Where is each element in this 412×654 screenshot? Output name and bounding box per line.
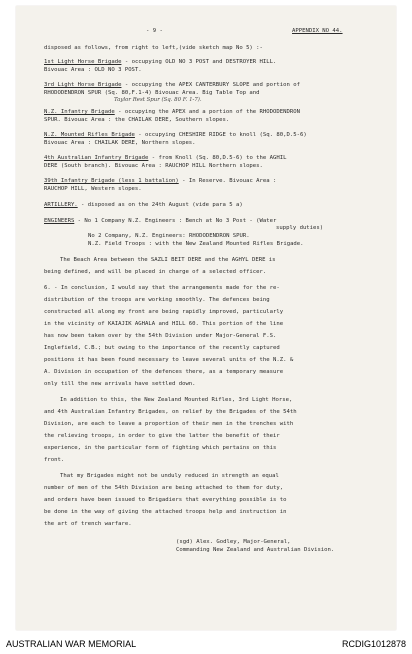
artillery-line [44, 202, 243, 209]
disposition-3-bivouac: SPUR. Bivouac Area : the CHAILAK DERE, Southern slopes. [44, 117, 230, 123]
beach-line-2: being defined, and will be placed in charge of a selected officer. [44, 269, 267, 275]
footer-institution: AUSTRALIAN WAR MEMORIAL [6, 639, 137, 649]
last-para-line: the art of trench warfare. [44, 521, 132, 527]
para6-line: 6. - In conclusion, I would say that the arrangements made for the re- [44, 285, 280, 291]
beach-line-1: The Beach Area between the SAZLI BEIT DERE and the AGHYL DERE is [60, 257, 276, 263]
disposition-4-bivouac: Bivouac Area : CHAILAK DERE, Northern slopes. [44, 140, 196, 146]
disposition-2-line2: RHODODENDRON SPUR (Sq. 80,F.1-4) Bivouac Area. Big Table Top and [44, 90, 260, 96]
disposition-3 [44, 109, 300, 116]
disposition-2 [44, 82, 300, 89]
signature-line-1: (sgd) Alex. Godley, Major-General, [176, 539, 291, 545]
signature-line-2: Commanding New Zealand and Australian Division. [176, 547, 335, 553]
artillery-text: - disposed as on the 24th August (vide para 5 a) [77, 202, 243, 208]
footer-record-id: RCDIG1012878 [341, 639, 406, 649]
engineers-label: ENGINEERS [44, 218, 75, 224]
addition-line: the relieving troops, in order to give the latter the benefit of their [44, 433, 280, 439]
disposition-text: - from Knoll (Sq. 80,D.5-6) to the AGHIL [148, 155, 287, 161]
page-number: - 9 - [146, 28, 163, 34]
intro-line: disposed as follows, from right to left,(vide sketch map No 5) :- [44, 45, 263, 51]
para6-line: in the vicinity of KAIAJIK AGHALA and HILL 60. This portion of the line [44, 321, 284, 327]
addition-line: experience, in the particular form of fighting which pertains on this [44, 445, 277, 451]
addition-line: Division, are each to leave a proportion of their men in the trenches with [44, 421, 294, 427]
disposition-6 [44, 178, 276, 185]
handwritten-annotation: Taylor Rest Spur (Sq. 80 F. 1-7). [114, 97, 202, 103]
disposition-5-bivouac: DERE (South branch). Bivouac Area : RAUCHOP HILL Northern slopes. [44, 163, 263, 169]
disposition-4 [44, 132, 307, 139]
last-para-line: be done in the way of giving the attached troops help and instruction in [44, 509, 287, 515]
unit-name: 1st Light Horse Brigade [44, 59, 122, 65]
para6-line: Inglefield, C.B.; but owing to the importance of the recently captured [44, 345, 280, 351]
last-para-line: That my Brigades might not be unduly reduced in strength an equal [60, 473, 279, 479]
addition-line: front. [44, 457, 65, 463]
disposition-text: - occupying OLD NO 3 POST and DESTROYER HILL. [121, 59, 277, 65]
disposition-5 [44, 155, 286, 162]
engineers-line-1b: supply duties) [276, 225, 324, 231]
appendix-heading: APPENDIX NO 44. [292, 28, 343, 34]
unit-name: 3rd Light Horse Brigade [44, 82, 122, 88]
engineers-text: - No 1 Company N.Z. Engineers : Bench at No 3 Post - (Water [74, 218, 277, 224]
addition-line: and 4th Australian Infantry Brigades, on relief by the Brigades of the 54th [44, 409, 297, 415]
addition-line: In addition to this, the New Zealand Mounted Rifles, 3rd Light Horse, [60, 397, 293, 403]
para6-line: has now been taken over by the 54th Division under Major-General F.S. [44, 333, 277, 339]
unit-name: N.Z. Mounted Rifles Brigade [44, 132, 135, 138]
disposition-text: - In Reserve. Bivouac Area : [178, 178, 277, 184]
para6-line: positions it has been found necessary to leave several units of the N.Z. & [44, 357, 294, 363]
disposition-1-bivouac: Bivouac Area : OLD NO 3 POST. [44, 67, 142, 73]
unit-name: 4th Australian Infantry Brigade [44, 155, 149, 161]
last-para-line: number of men of the 54th Division are being attached to them for duty, [44, 485, 284, 491]
last-para-line: and orders have been issued to Brigadiers that everything possible is to [44, 497, 287, 503]
disposition-text: - occupying the APEX and a portion of the RHODODENDRON [114, 109, 300, 115]
engineers-line-2: No 2 Company, N.Z. Engineers: RHODODENDRON SPUR. [88, 233, 250, 239]
unit-name: N.Z. Infantry Brigade [44, 109, 115, 115]
unit-name: 39th Infantry Brigade (less 1 battalion) [44, 178, 179, 184]
para6-line: A. Division in occupation of the defences there, as a temporary measure [44, 369, 284, 375]
archive-footer [0, 636, 412, 654]
disposition-6-bivouac: RAUCHOP HILL, Western slopes. [44, 186, 142, 192]
engineers-line-3: N.Z. Field Troops : with the New Zealand Mounted Rifles Brigade. [88, 241, 304, 247]
engineers-line-1 [44, 218, 276, 225]
disposition-text: - occupying CHESHIRE RIDGE to knoll (Sq. 80,D.5-6) [134, 132, 307, 138]
document-page [16, 6, 396, 630]
para6-line: distribution of the troops are working smoothly. The defences being [44, 297, 270, 303]
artillery-label: ARTILLERY. [44, 202, 78, 208]
para6-line: only till the new arrivals have settled down. [44, 381, 196, 387]
disposition-1 [44, 59, 276, 66]
para6-line: constructed all along my front are being rapidly improved, particularly [44, 309, 284, 315]
disposition-text: - occupying the APEX CANTERBURY SLOPE and portion of [121, 82, 300, 88]
